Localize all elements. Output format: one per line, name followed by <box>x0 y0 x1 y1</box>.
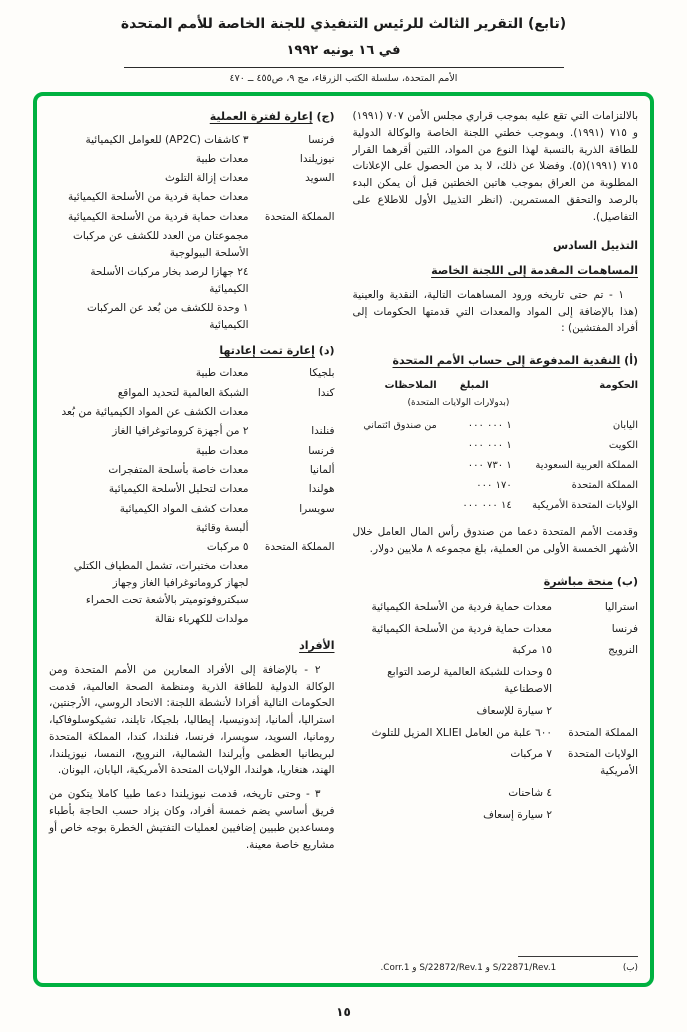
returned-row <box>49 501 335 518</box>
country-name: المملكة المتحدة <box>264 541 335 554</box>
country-name: ألمانيا <box>309 463 335 476</box>
right-column <box>353 108 639 975</box>
returned-row <box>49 443 335 460</box>
cash-table-header <box>353 378 639 394</box>
government-name: اليابان <box>612 420 638 432</box>
country-name: السويد <box>305 172 335 185</box>
country-name: هولندا <box>308 483 335 496</box>
equipment-item: ٥ مركبات <box>206 541 249 554</box>
equipment-item: ١ وحدة للكشف من بُعد عن المركبات الكيميائية <box>86 302 249 332</box>
equipment-item: ٢ سيارة إسعاف <box>483 808 552 821</box>
country-name: بلجيكا <box>309 367 335 380</box>
country-name: المملكة المتحدة <box>264 210 335 223</box>
grant-row <box>353 785 639 802</box>
section-d-heading <box>49 342 335 360</box>
loan-row <box>49 209 335 226</box>
grant-row <box>353 599 639 616</box>
table-row <box>353 438 639 454</box>
country-name: سويسرا <box>299 502 335 515</box>
country-name <box>552 703 638 720</box>
country-name <box>249 520 335 537</box>
loan-row <box>49 264 335 298</box>
equipment-item: معدات طبية <box>195 444 249 457</box>
returned-row <box>49 520 335 537</box>
grant-row <box>353 642 639 659</box>
left-column <box>49 108 335 975</box>
equipment-item: معدات إزالة التلوث <box>165 172 249 185</box>
grant-row <box>353 725 639 742</box>
equipment-item: ٥ وحدات للشبكة العالمية لرصد التوابع الاصطناعية <box>387 666 552 696</box>
returned-row <box>49 462 335 479</box>
government-name: الكويت <box>608 440 638 452</box>
loan-row <box>49 189 335 206</box>
working-capital-paragraph: وقدمت الأمم المتحدة دعما من صندوق رأس المال العامل خلال الأشهر الخمسة الأولى من العملية، بلغ مجموعه ٨ ملايين دولار. <box>352 526 638 555</box>
report-header <box>0 0 687 84</box>
contributions-heading: المساهمات المقدمة إلى اللجنة الخاصة <box>431 264 638 278</box>
paragraph-1: ١ - تم حتى تاريخه ورود المساهمات التالية، النقدية والعينية (هذا بالإضافة إلى المواد والمعدات التي قدمتها الحكومات إلى أفراد المفتشين) : <box>352 288 638 335</box>
government-column-header: الحكومة <box>599 379 638 391</box>
section-d-marker: (د) <box>318 343 335 357</box>
equipment-item: ٧ مركبات <box>510 748 552 761</box>
equipment-item: ٢ من أجهزة كروماتوغرافيا الغاز <box>112 425 249 438</box>
equipment-item: معدات حماية فردية من الأسلحة الكيميائية <box>68 210 249 223</box>
equipment-item: ٢ سيارة للإسعاف <box>476 704 552 717</box>
country-name: فرنسا <box>308 133 335 146</box>
personnel-heading: الأفراد <box>299 639 335 653</box>
paragraph-3: ٣ - وحتى تاريخه، قدمت نيوزيلندا دعما طبيا كاملا يتكون من فريق أساسي يضم خمسة أفراد، وكان يزاد حسب الحاجة بأطباء ومساعدين طبيين إضافيين لعمليات التفتيش الخطرة بوجه خاص أو مشاريع خاصة معينة. <box>49 788 335 851</box>
paragraph-2: ٢ - بالإضافة إلى الأفراد المعارين من الأمم المتحدة ومن الوكالة الدولية للطاقة الذرية ومنظمة الصحة العالمية، قدمت الحكومات التالية أفرادا لأنشطة اللجنة: الاتحاد الروسي، الأرجنتين، استراليا، ألمانيا، إندونيسيا، إيطاليا، بلجيكا، تايلند، تشيكوسلوفاكيا، رومانيا، السويد، سويسرا، فرنسا، فنلندا، كندا، المملكة المتحدة لبريطانيا العظمى وأيرلندا الشمالية، النرويج، النمسا، نيوزيلندا، الهند، هنغاريا، هولندا، الولايات المتحدة الأمريكية، اليابان، اليونان. <box>49 663 335 777</box>
equipment-item: ١٥ مركبة <box>512 644 552 657</box>
loan-row <box>49 228 335 262</box>
footnote-divider <box>518 956 638 957</box>
equipment-item: معدات طبية <box>195 152 249 165</box>
loan-row <box>49 132 335 149</box>
equipment-item: مولدات للكهرباء نقالة <box>154 613 249 626</box>
equipment-item: مجموعتان من العدد للكشف عن مركبات الأسلحة البيولوجية <box>72 230 249 259</box>
amount-value: ١ ٠٠٠ ٠٠٠ <box>467 420 512 432</box>
grant-row <box>353 807 639 824</box>
returned-row <box>49 558 335 608</box>
equipment-item: ٦٠٠ علبة من العامل XLIEI المزيل للتلوث <box>371 726 552 739</box>
equipment-item: الشبكة العالمية لتحديد المواقع <box>117 386 249 399</box>
content-columns <box>49 108 638 975</box>
country-name: نيوزيلندا <box>299 152 335 165</box>
government-name: الولايات المتحدة الأمريكية <box>532 500 638 512</box>
returned-row <box>49 611 335 628</box>
source-citation: الأمم المتحدة، سلسلة الكتب الزرقاء، مج ٩، ص٤٥٥ ــ ٤٧٠ <box>229 73 458 84</box>
intro-paragraph: بالالتزامات التي تقع عليه بموجب قراري مجلس الأمن ٧٠٧ (١٩٩١) و ٧١٥ (١٩٩١). وبموجب خطتي اللجنة الخاصة والوكالة الدولية للطاقة الذرية بالنسبة لهذا النوع من المواد، اللتين أقرهما القرار ٧١٥ (١٩٩١)(٥). وفضلا عن ذلك، لا بد من الحصول على الإعلانات المطلوبة من العراق بموجب هاتين الخطتين قبل أن يمكن البدء بالرصد والتحقق المستمرين. (انظر التذييل الأول للاطلاع على التفاصيل). <box>352 110 639 223</box>
section-c-heading <box>49 108 335 126</box>
loan-row <box>49 300 335 334</box>
country-name <box>249 264 335 298</box>
report-title: (تابع) التقرير الثالث للرئيس التنفيذي للجنة الخاصة للأمم المتحدة <box>120 16 567 32</box>
returned-row <box>49 385 335 402</box>
equipment-item: ٣ كاشفات (AP2C) للعوامل الكيميائية <box>85 133 249 146</box>
country-name <box>249 228 335 262</box>
equipment-item: معدات حماية فردية من الأسلحة الكيميائية <box>371 600 552 613</box>
country-name <box>249 300 335 334</box>
section-b-heading <box>353 573 639 591</box>
equipment-item: معدات الكشف عن المواد الكيميائية من بُعد <box>61 406 249 419</box>
amount-value: ١ ٧٣٠ ٠٠٠ <box>467 460 512 472</box>
table-row <box>353 498 639 514</box>
returned-row <box>49 481 335 498</box>
equipment-item: ٤ شاحنات <box>508 787 552 799</box>
equipment-item: ٢٤ جهازا لرصد بخار مركبات الأسلحة الكيميائية <box>90 266 249 295</box>
amount-note: من صندوق ائتماني <box>363 420 437 432</box>
section-d-title: إعارة تمت إعادتها <box>219 343 315 357</box>
equipment-item: معدات لتحليل الأسلحة الكيميائية <box>108 483 249 496</box>
country-name: فنلندا <box>311 425 335 438</box>
footnote-marker: (ب) <box>622 962 638 973</box>
equipment-item: ألبسة وقائية <box>195 521 249 534</box>
country-name <box>552 785 638 802</box>
amount-value: ١ ٠٠٠ ٠٠٠ <box>467 440 512 452</box>
equipment-item: معدات كشف المواد الكيميائية <box>119 502 249 515</box>
government-name: المملكة المتحدة <box>571 480 638 492</box>
amount-value: ١٧٠ ٠٠٠ <box>476 480 512 492</box>
returned-row <box>49 365 335 382</box>
country-name: فرنسا <box>308 444 335 457</box>
country-name <box>552 807 638 824</box>
currency-note: (بدولارات الولايات المتحدة) <box>407 397 510 408</box>
grant-row <box>353 703 639 720</box>
equipment-item: معدات خاصة بأسلحة المتفجرات <box>108 463 249 476</box>
government-name: المملكة العربية السعودية <box>535 460 638 472</box>
country-name <box>249 611 335 628</box>
country-name: كندا <box>317 386 335 399</box>
country-name <box>249 404 335 421</box>
grant-row <box>353 621 639 638</box>
section-a-title: النقدية المدفوعة إلى حساب الأمم المتحدة <box>392 354 621 368</box>
section-b-marker: (ب) <box>616 574 638 588</box>
returned-row <box>49 539 335 556</box>
returned-row <box>49 404 335 421</box>
equipment-item: معدات مختبرات، تشمل المطياف الكتلي لجهاز كروماتوغرافيا الغاز وجهاز سبكتروفوتوميتر بالأشعة تحت الحمراء <box>73 560 249 607</box>
table-row <box>353 478 639 494</box>
loan-row <box>49 151 335 168</box>
section-c-marker: (ج) <box>316 110 335 123</box>
grant-row <box>353 746 639 780</box>
equipment-item: معدات حماية فردية من الأسلحة الكيميائية <box>371 622 552 635</box>
equipment-item: معدات حماية فردية من الأسلحة الكيميائية <box>68 191 249 204</box>
table-row <box>353 418 639 434</box>
table-row <box>353 458 639 474</box>
country-name: النرويج <box>608 644 638 657</box>
section-c-title: إعارة لفترة العملية <box>209 110 313 123</box>
loan-row <box>49 170 335 187</box>
cash-contributions-table <box>353 378 639 518</box>
page-number: ١٥ <box>336 1005 351 1019</box>
footnote <box>353 946 639 975</box>
country-name <box>552 664 638 698</box>
country-name: استراليا <box>604 600 638 613</box>
footnote-text: S/22871/Rev.1 و S/22872/Rev.1 و Corr.1. <box>380 962 557 973</box>
country-name <box>249 558 335 608</box>
country-name: المملكة المتحدة <box>568 726 638 739</box>
section-a-heading <box>353 352 639 370</box>
amount-value: ١٤ ٠٠٠ ٠٠٠ <box>462 500 512 512</box>
report-date: في ١٦ يونيه ١٩٩٢ <box>286 43 401 58</box>
equipment-item: معدات طبية <box>195 367 249 380</box>
country-name: فرنسا <box>611 622 638 635</box>
grant-row <box>353 664 639 698</box>
green-annotation-border <box>33 92 654 987</box>
notes-column-header: الملاحظات <box>384 379 437 391</box>
country-name <box>249 189 335 206</box>
amount-column-header: المبلغ <box>459 379 489 391</box>
page-footer <box>0 995 687 1032</box>
country-name: الولايات المتحدة الأمريكية <box>567 748 638 778</box>
header-divider <box>124 67 564 68</box>
section-a-marker: (أ) <box>624 354 638 368</box>
appendix-heading: التذييل السادس <box>552 238 638 252</box>
returned-row <box>49 423 335 440</box>
section-b-title: منحة مباشرة <box>543 574 614 588</box>
